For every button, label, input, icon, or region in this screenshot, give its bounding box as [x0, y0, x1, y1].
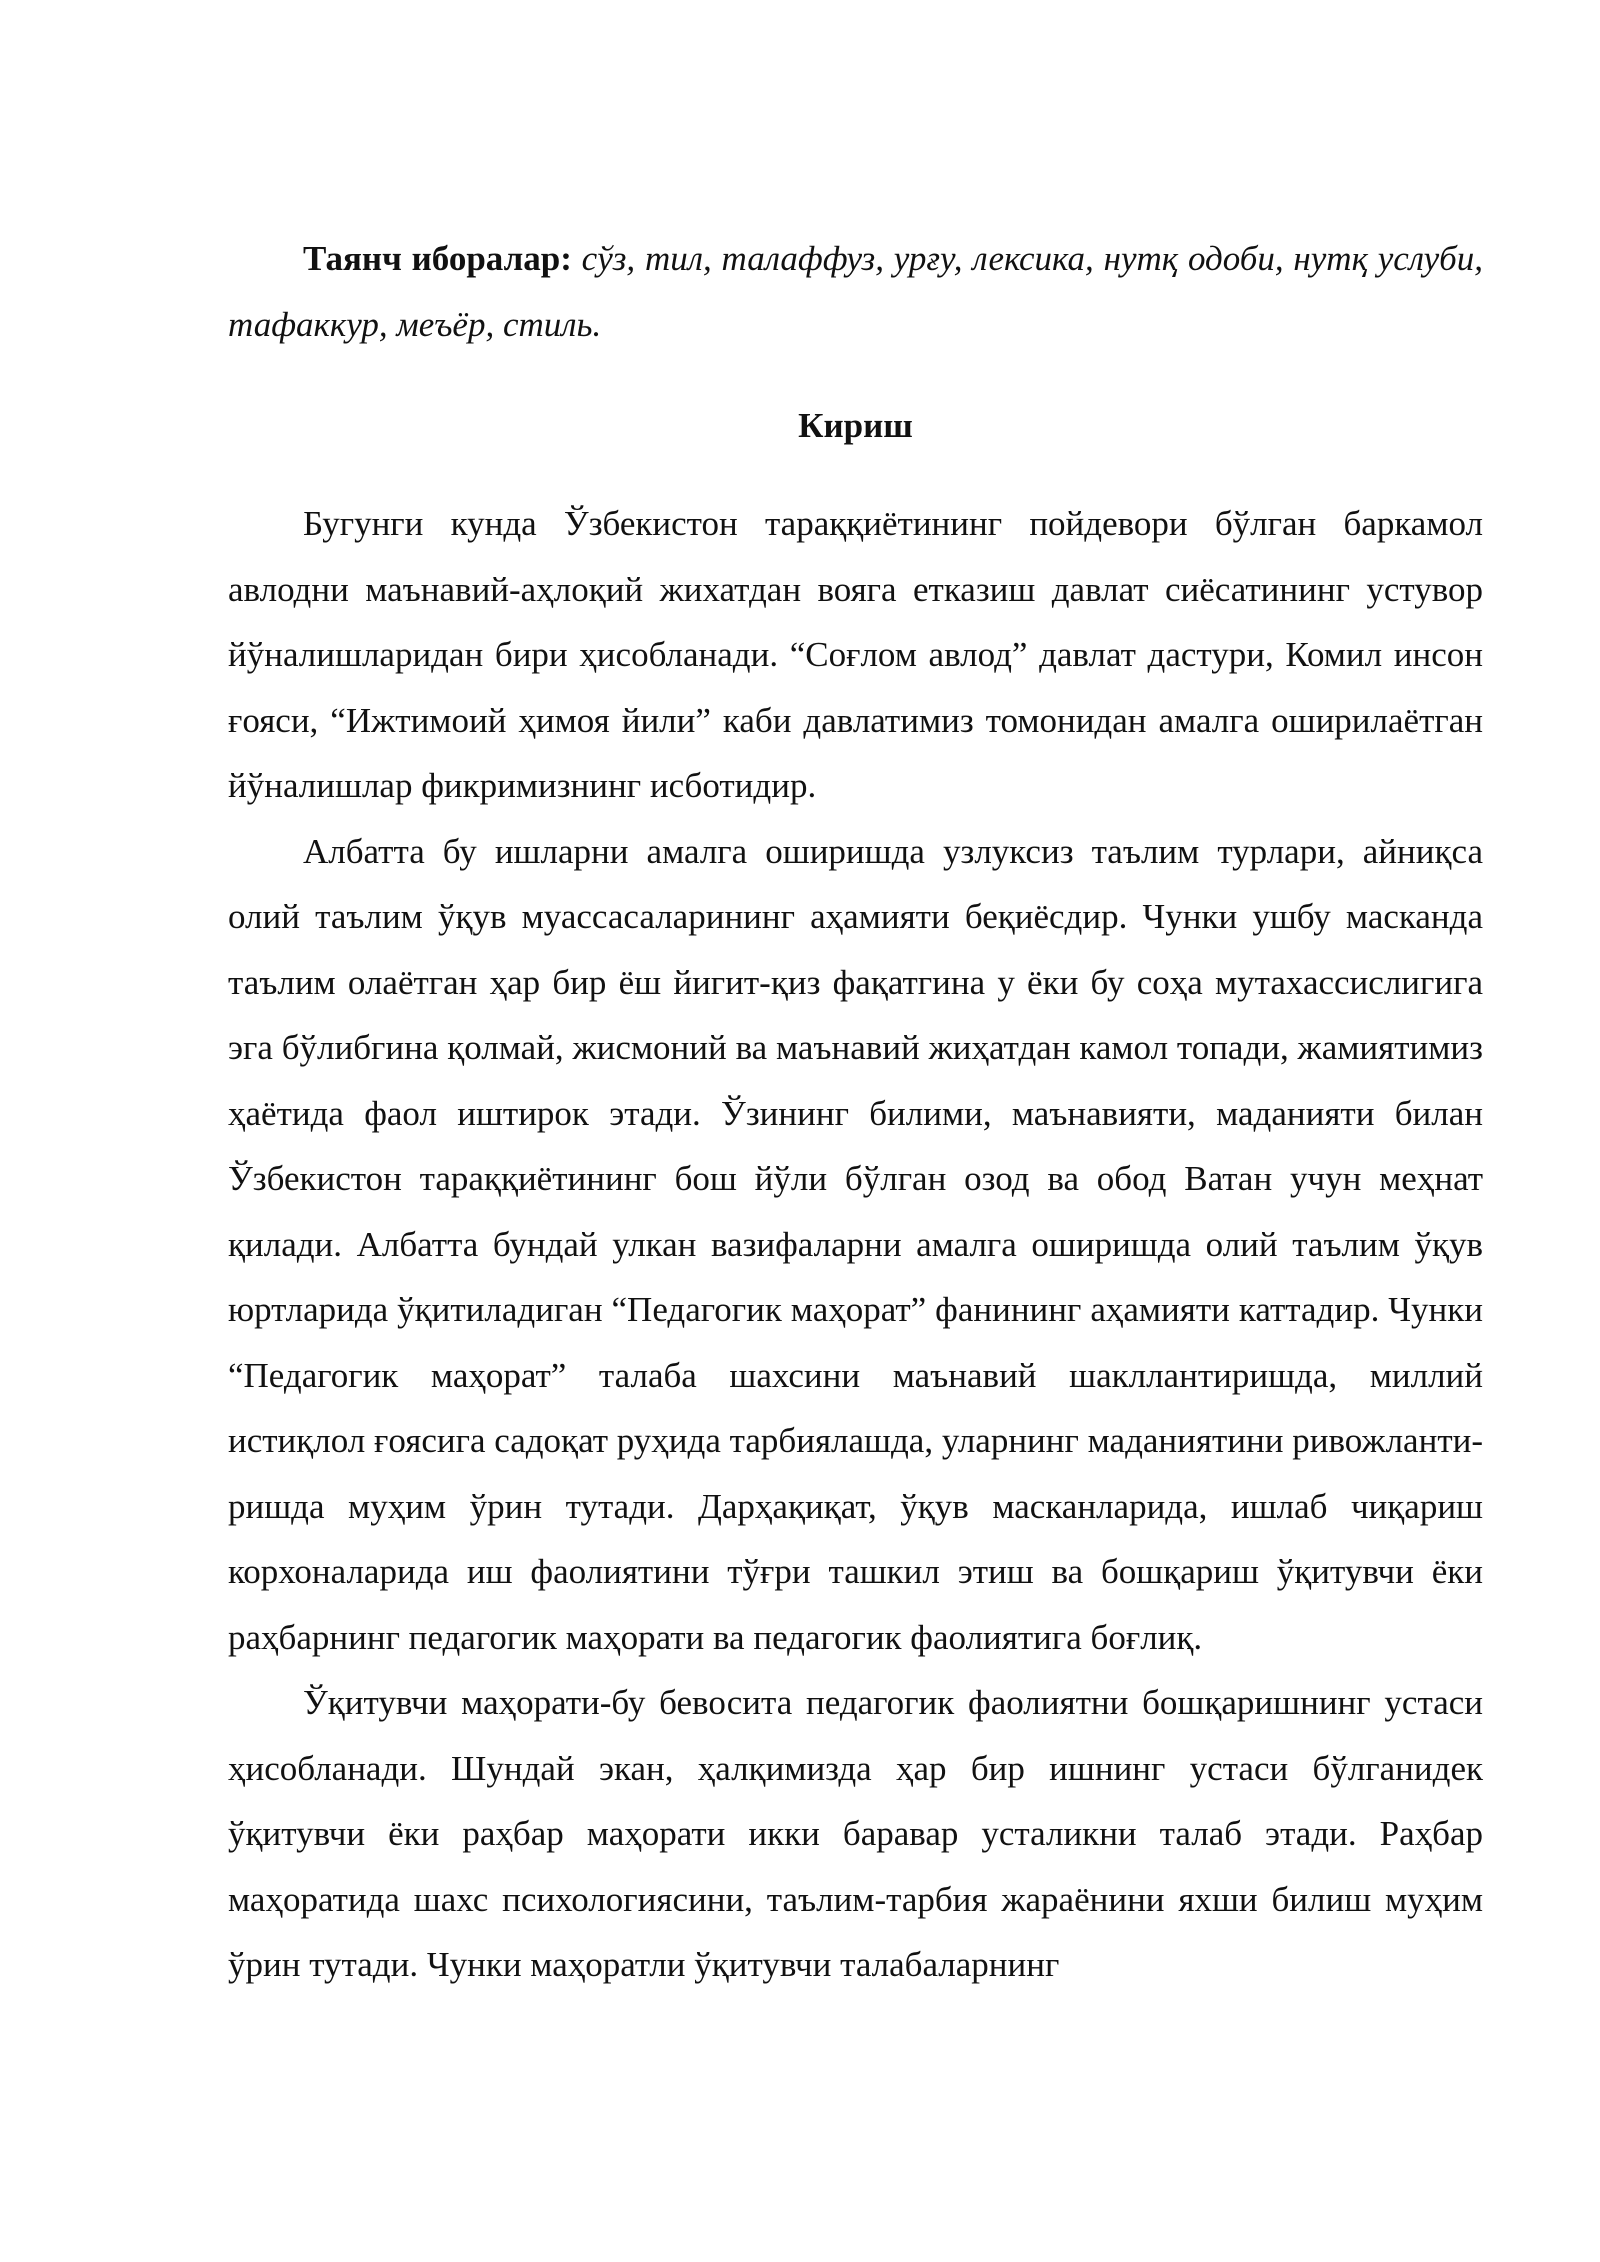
body-paragraph-3: Ўқитувчи маҳорати-бу бевосита педагогик фаолиятни бошқаришнинг устаси ҳисобланади. Шундай экан, ҳалқимизда ҳар бир ишнинг устаси бўлганидек ўқитувчи ёки раҳбар маҳорати икки баравар усталикни талаб этади. Раҳбар маҳоратида шахс психологиясини, таълим-тарбия жараёнини яхши билиш муҳим ўрин тутади. Чунки маҳоратли ўқитувчи талабаларнинг: [228, 1683, 1483, 1984]
body-paragraph-1: Бугунги кунда Ўзбекистон тараққиётининг пойдевори бўлган баркамол авлодни маънавий-аҳлоқий жихатдан вояга етказиш давлат сиёсатининг устувор йўналишларидан бири ҳисобланади. “Соғлом авлод” давлат дастури, Комил инсон ғояси, “Ижтимоий ҳимоя йили” каби давлатимиз томонидан амалга оширилаётган йўналишлар фикримизнинг исботидир.: [228, 504, 1483, 805]
keywords-list: сўз, тил, талаффуз, урғу, лексика, нутқ одоби, нутқ услуби, тафаккур, меъёр, стиль.: [228, 239, 1483, 344]
body-paragraph-2: Албатта бу ишларни амалга оширишда узлуксиз таълим турлари, айниқса олий таълим ўқув муассасаларининг аҳамияти беқиёсдир. Чунки ушбу масканда таълим олаётган ҳар бир ёш йигит-қиз фақатгина у ёки бу соҳа мутахассислигига эга бўлибгина қолмай, жисмоний ва маънавий жиҳатдан камол топади, жамиятимиз ҳаётида фаол иштирок этади. Ўзининг билими, маънавияти, маданияти билан Ўзбекистон тараққиётининг бош йўли бўлган озод ва обод Ватан учун меҳнат қилади. Албатта бундай улкан вазифаларни амалга оширишда олий таълим ўқув юртларида ўқитиладиган “Педагогик маҳорат” фанининг аҳамияти каттадир. Чунки “Педагогик маҳорат” талаба шахсини маънавий шакллантиришда, миллий истиқлол ғоясига садоқат руҳида тарбиялашда, уларнинг маданиятини ривожланти-ришда муҳим ўрин тутади. Дарҳақиқат, ўқув масканларида, ишлаб чиқариш корхоналарида иш фаолиятини тўғри ташкил этиш ва бошқариш ўқитувчи ёки раҳбарнинг педагогик маҳорати ва педагогик фаолиятига боғлиқ.: [228, 831, 1483, 1657]
keywords-label: Таянч иборалар:: [303, 239, 572, 278]
section-heading: Кириш: [798, 406, 913, 445]
document-page: [228, 226, 1483, 1998]
keywords-paragraph: [228, 226, 1483, 357]
